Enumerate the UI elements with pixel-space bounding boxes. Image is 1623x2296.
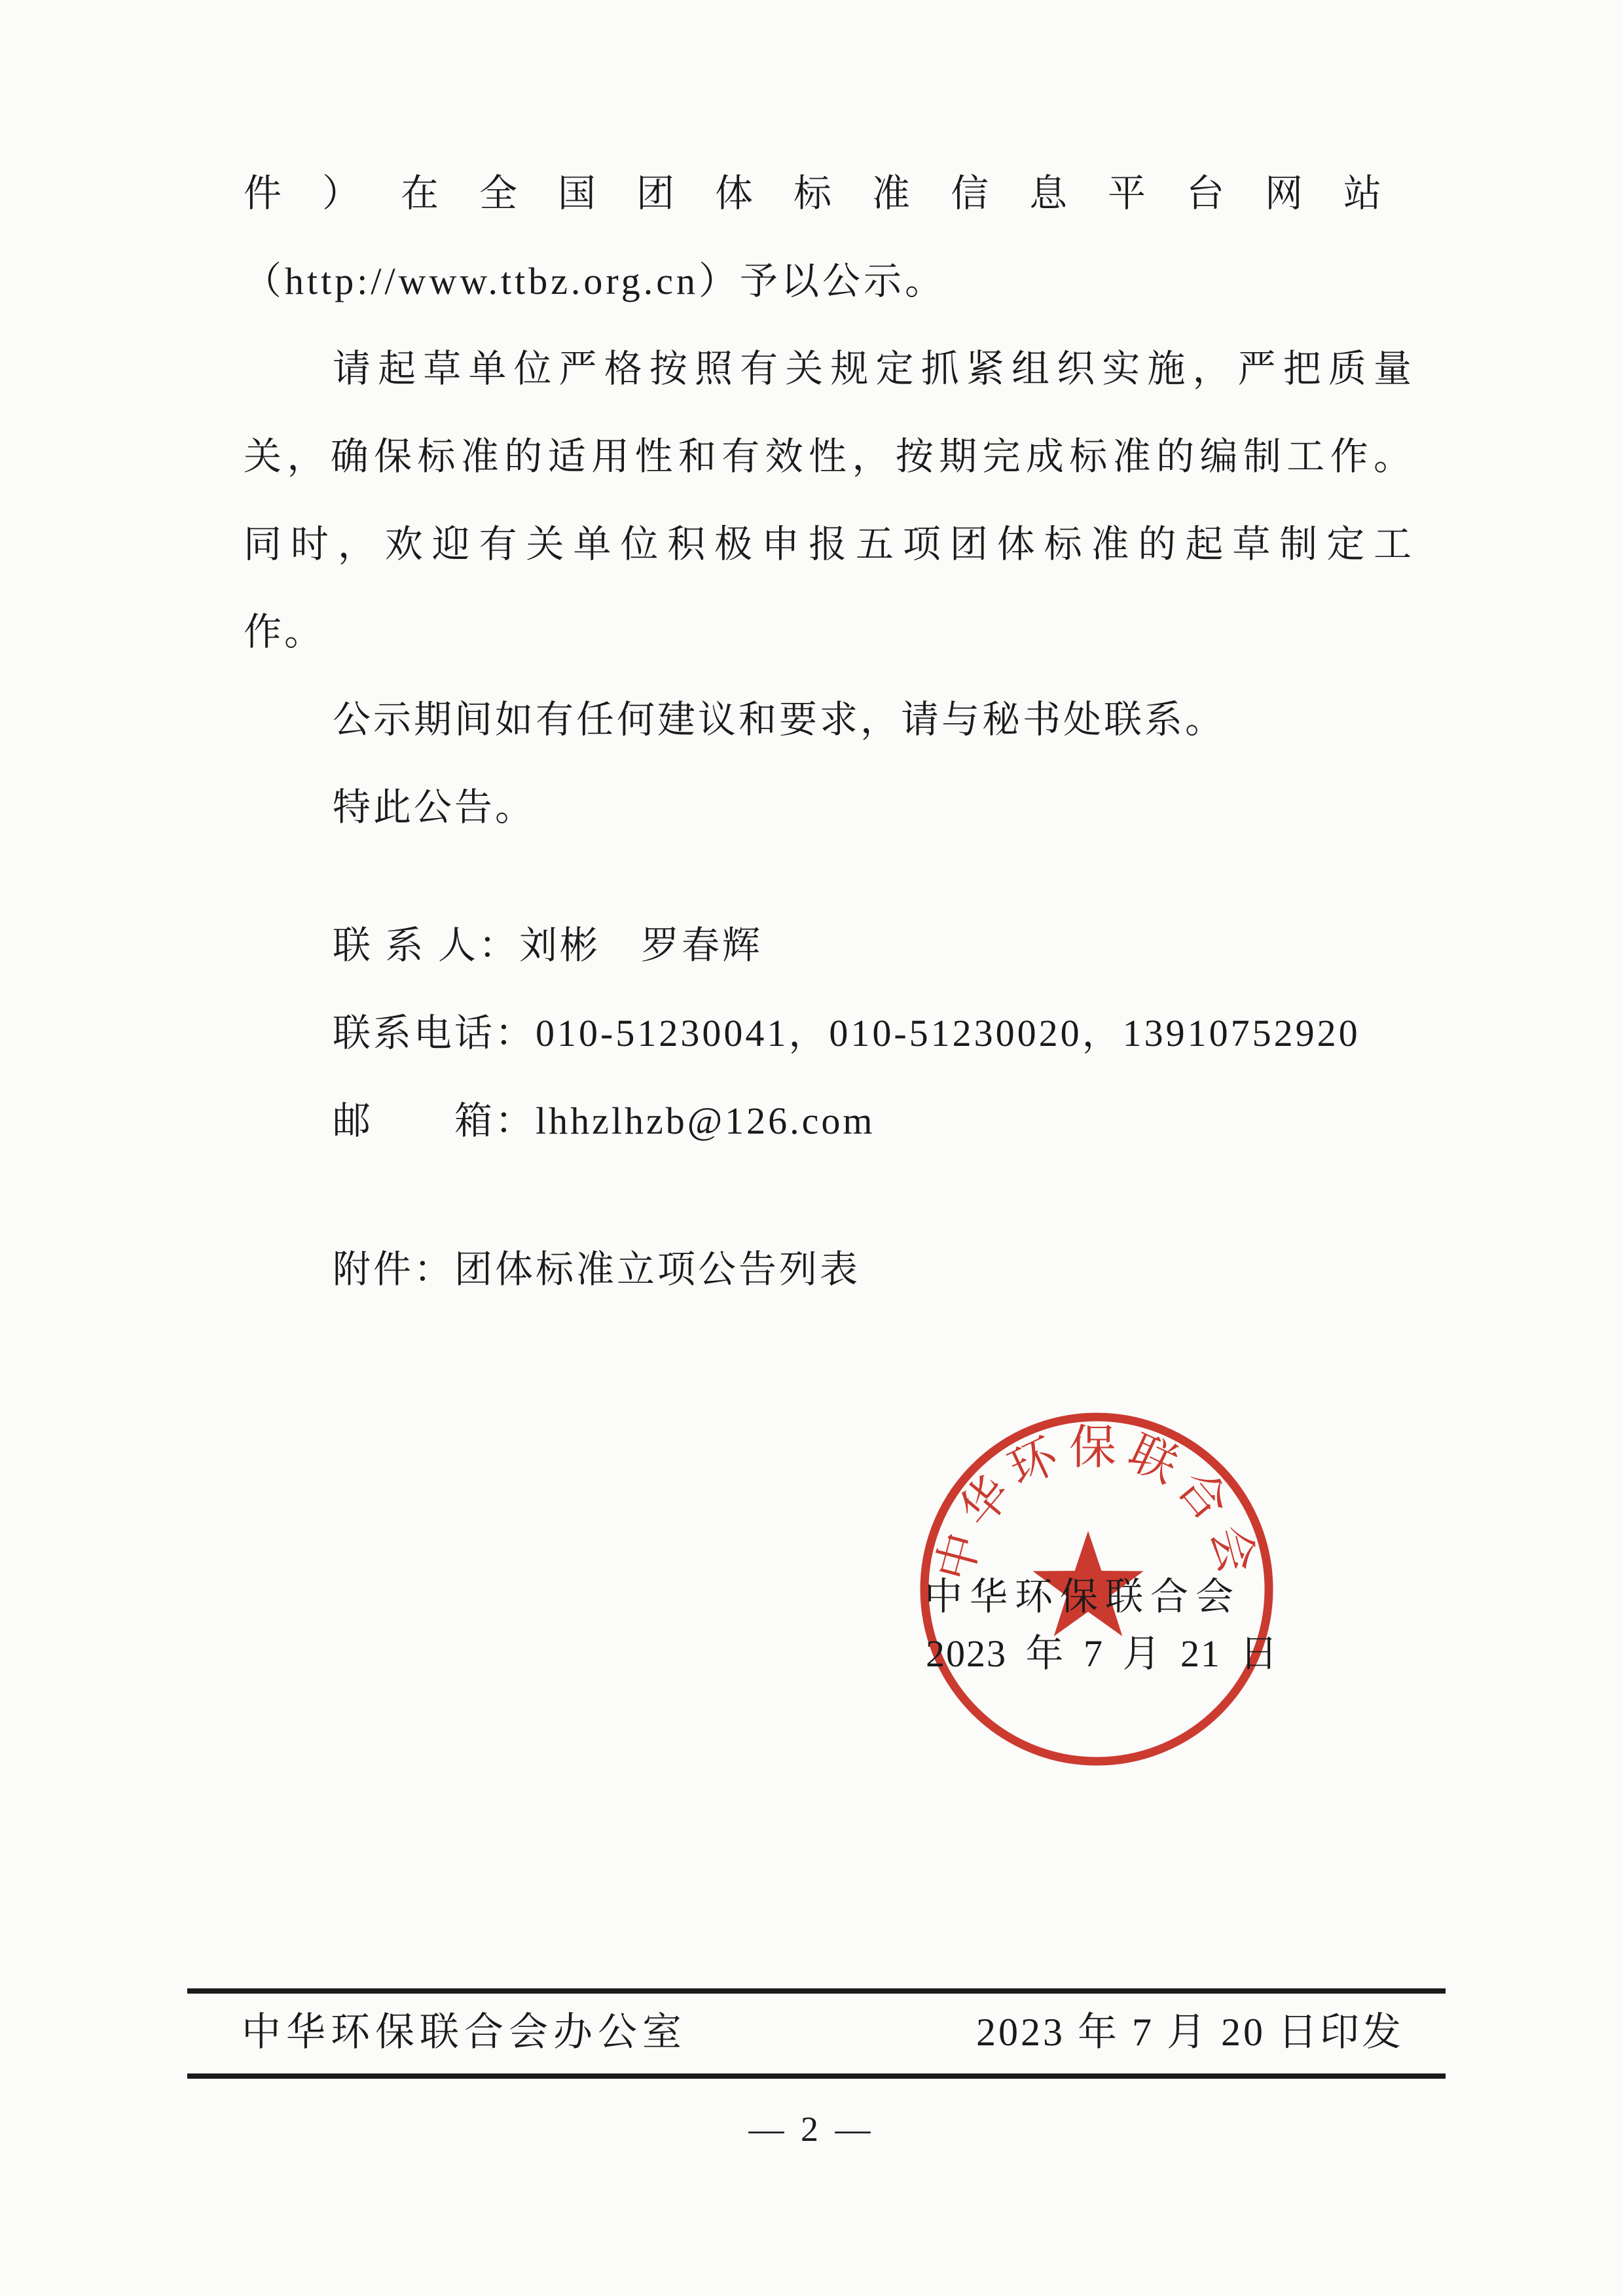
body-line: 关，确保标准的适用性和有效性，按期完成标准的编制工作。 — [244, 435, 1414, 478]
contact-phone-line: 联系电话：010-51230041，010-51230020，13910752920 — [333, 1012, 1360, 1054]
contact-email-line: 邮 箱：lhhzlhzb@126.com — [333, 1100, 875, 1142]
body-line: 特此公告。 — [333, 786, 536, 829]
footer-office-name: 中华环保联合会办公室 — [242, 2011, 687, 2054]
body-line-url: （http://www.ttbz.org.cn）予以公示。 — [244, 260, 946, 302]
seal-arc-text: 中华环保联合会 — [927, 1422, 1266, 1587]
signature-date: 2023 年 7 月 21 日 — [926, 1632, 1279, 1675]
footer-rule-top — [187, 1988, 1446, 1994]
body-text — [244, 150, 1423, 1314]
contact-person-line: 联 系 人：刘彬 罗春辉 — [333, 924, 763, 967]
footer-rule-bottom — [187, 2073, 1446, 2079]
page-number: — 2 — — [748, 2109, 875, 2149]
attachment-line: 附件：团体标准立项公告列表 — [333, 1248, 861, 1291]
signature-org-name: 中华环保联合会 — [924, 1575, 1241, 1618]
body-line: 作。 — [244, 611, 325, 653]
footer-print-date: 2023 年 7 月 20 日印发 — [976, 2011, 1404, 2054]
body-line: 公示期间如有任何建议和要求，请与秘书处联系。 — [333, 698, 1226, 741]
body-line: 请起草单位严格按照有关规定抓紧组织实施，严把质量 — [333, 348, 1414, 390]
body-line: 同时，欢迎有关单位积极申报五项团体标准的起草制定工 — [244, 523, 1414, 565]
body-line: 件）在全国团体标准信息平台网站 — [244, 172, 1423, 215]
